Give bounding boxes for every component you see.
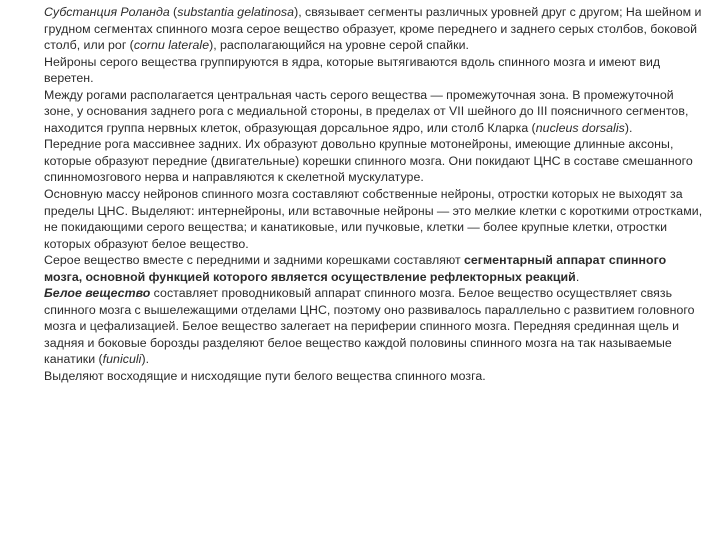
text: ).	[141, 352, 150, 367]
text: Выделяют восходящие и нисходящие пути белого вещества спинного мозга.	[44, 369, 486, 384]
text: Передние рога массивнее задних. Их образуют довольно крупные мотонейроны, имеющие длинные аксоны, которые образуют передние (двигательные) корешки спинного мозга. Они покидают ЦНС в составе смешанного спинномозгового нерва и направляются к скелетной мускулатуре.	[44, 137, 693, 185]
paragraph-anterior-horns	[44, 136, 704, 186]
latin-term: funiculi	[102, 352, 142, 367]
text: составляет проводниковый аппарат спинного мозга. Белое вещество осуществляет связь спинного мозга с вышележащими отделами ЦНС, поэтому оно развивалось параллельно с развитием головного мозга и цефализацией. Белое вещество залегает на периферии спинного мозга. Передняя срединная щель и задняя и боковые борозды разделяют белое вещество каждой половины спинного мозга на так называемые канатики (	[44, 286, 695, 367]
text: Нейроны серого вещества группируются в ядра, которые вытягиваются вдоль спинного мозга и имеют вид веретен.	[44, 54, 661, 86]
term-roland-substance: Субстанция Роланда	[44, 5, 170, 19]
paragraph-roland-substance	[44, 4, 704, 54]
paragraph-intermediate-zone	[44, 87, 704, 137]
text: Между рогами располагается центральная часть серого вещества — промежуточная зона. В промежуточной зоне, у основания заднего рога с медиальной стороны, в пределах от VII шейного до III поясничного сегментов, находится группа нервных клеток, образующая дорсальное ядро, или столб Кларка (	[44, 87, 689, 135]
latin-term: cornu laterale	[133, 38, 210, 53]
paragraph-pathways	[44, 368, 704, 385]
text: ), располагающийся на уровне серой спайки.	[209, 38, 469, 53]
text: Серое вещество вместе с передними и задними корешками составляют	[44, 253, 464, 268]
latin-term: nucleus dorsalis	[535, 120, 625, 135]
paragraph-own-neurons	[44, 186, 704, 252]
text: ), связывает сегменты различных уровней друг с другом; На шейном и грудном сегментах спинного мозга серое вещество образует, кроме переднего и заднего серых столбов, боковой столб, или рог (	[44, 5, 702, 53]
document-body	[44, 4, 704, 385]
text: (	[169, 5, 178, 19]
term-white-matter: Белое вещество	[44, 286, 151, 301]
text: .	[575, 269, 580, 284]
paragraph-gray-matter-nuclei	[44, 54, 704, 87]
paragraph-segmental-apparatus	[44, 252, 704, 285]
latin-term: substantia gelatinosa	[177, 5, 295, 19]
paragraph-white-matter	[44, 285, 704, 368]
bold-term: сегментарный аппарат спинного мозга, основной функцией которого является осуществление рефлекторных реакций	[44, 253, 667, 284]
text: ).	[624, 120, 633, 135]
text: Основную массу нейронов спинного мозга составляют собственные нейроны, отростки которых не выходят за пределы ЦНС. Выделяют: интернейроны, или вставочные нейроны — это мелкие клетки с короткими отростками, не покидающими серого вещества; и канатиковые, или пучковые, клетки — более крупные клетки, отростки которых образуют белое вещество.	[44, 187, 703, 251]
